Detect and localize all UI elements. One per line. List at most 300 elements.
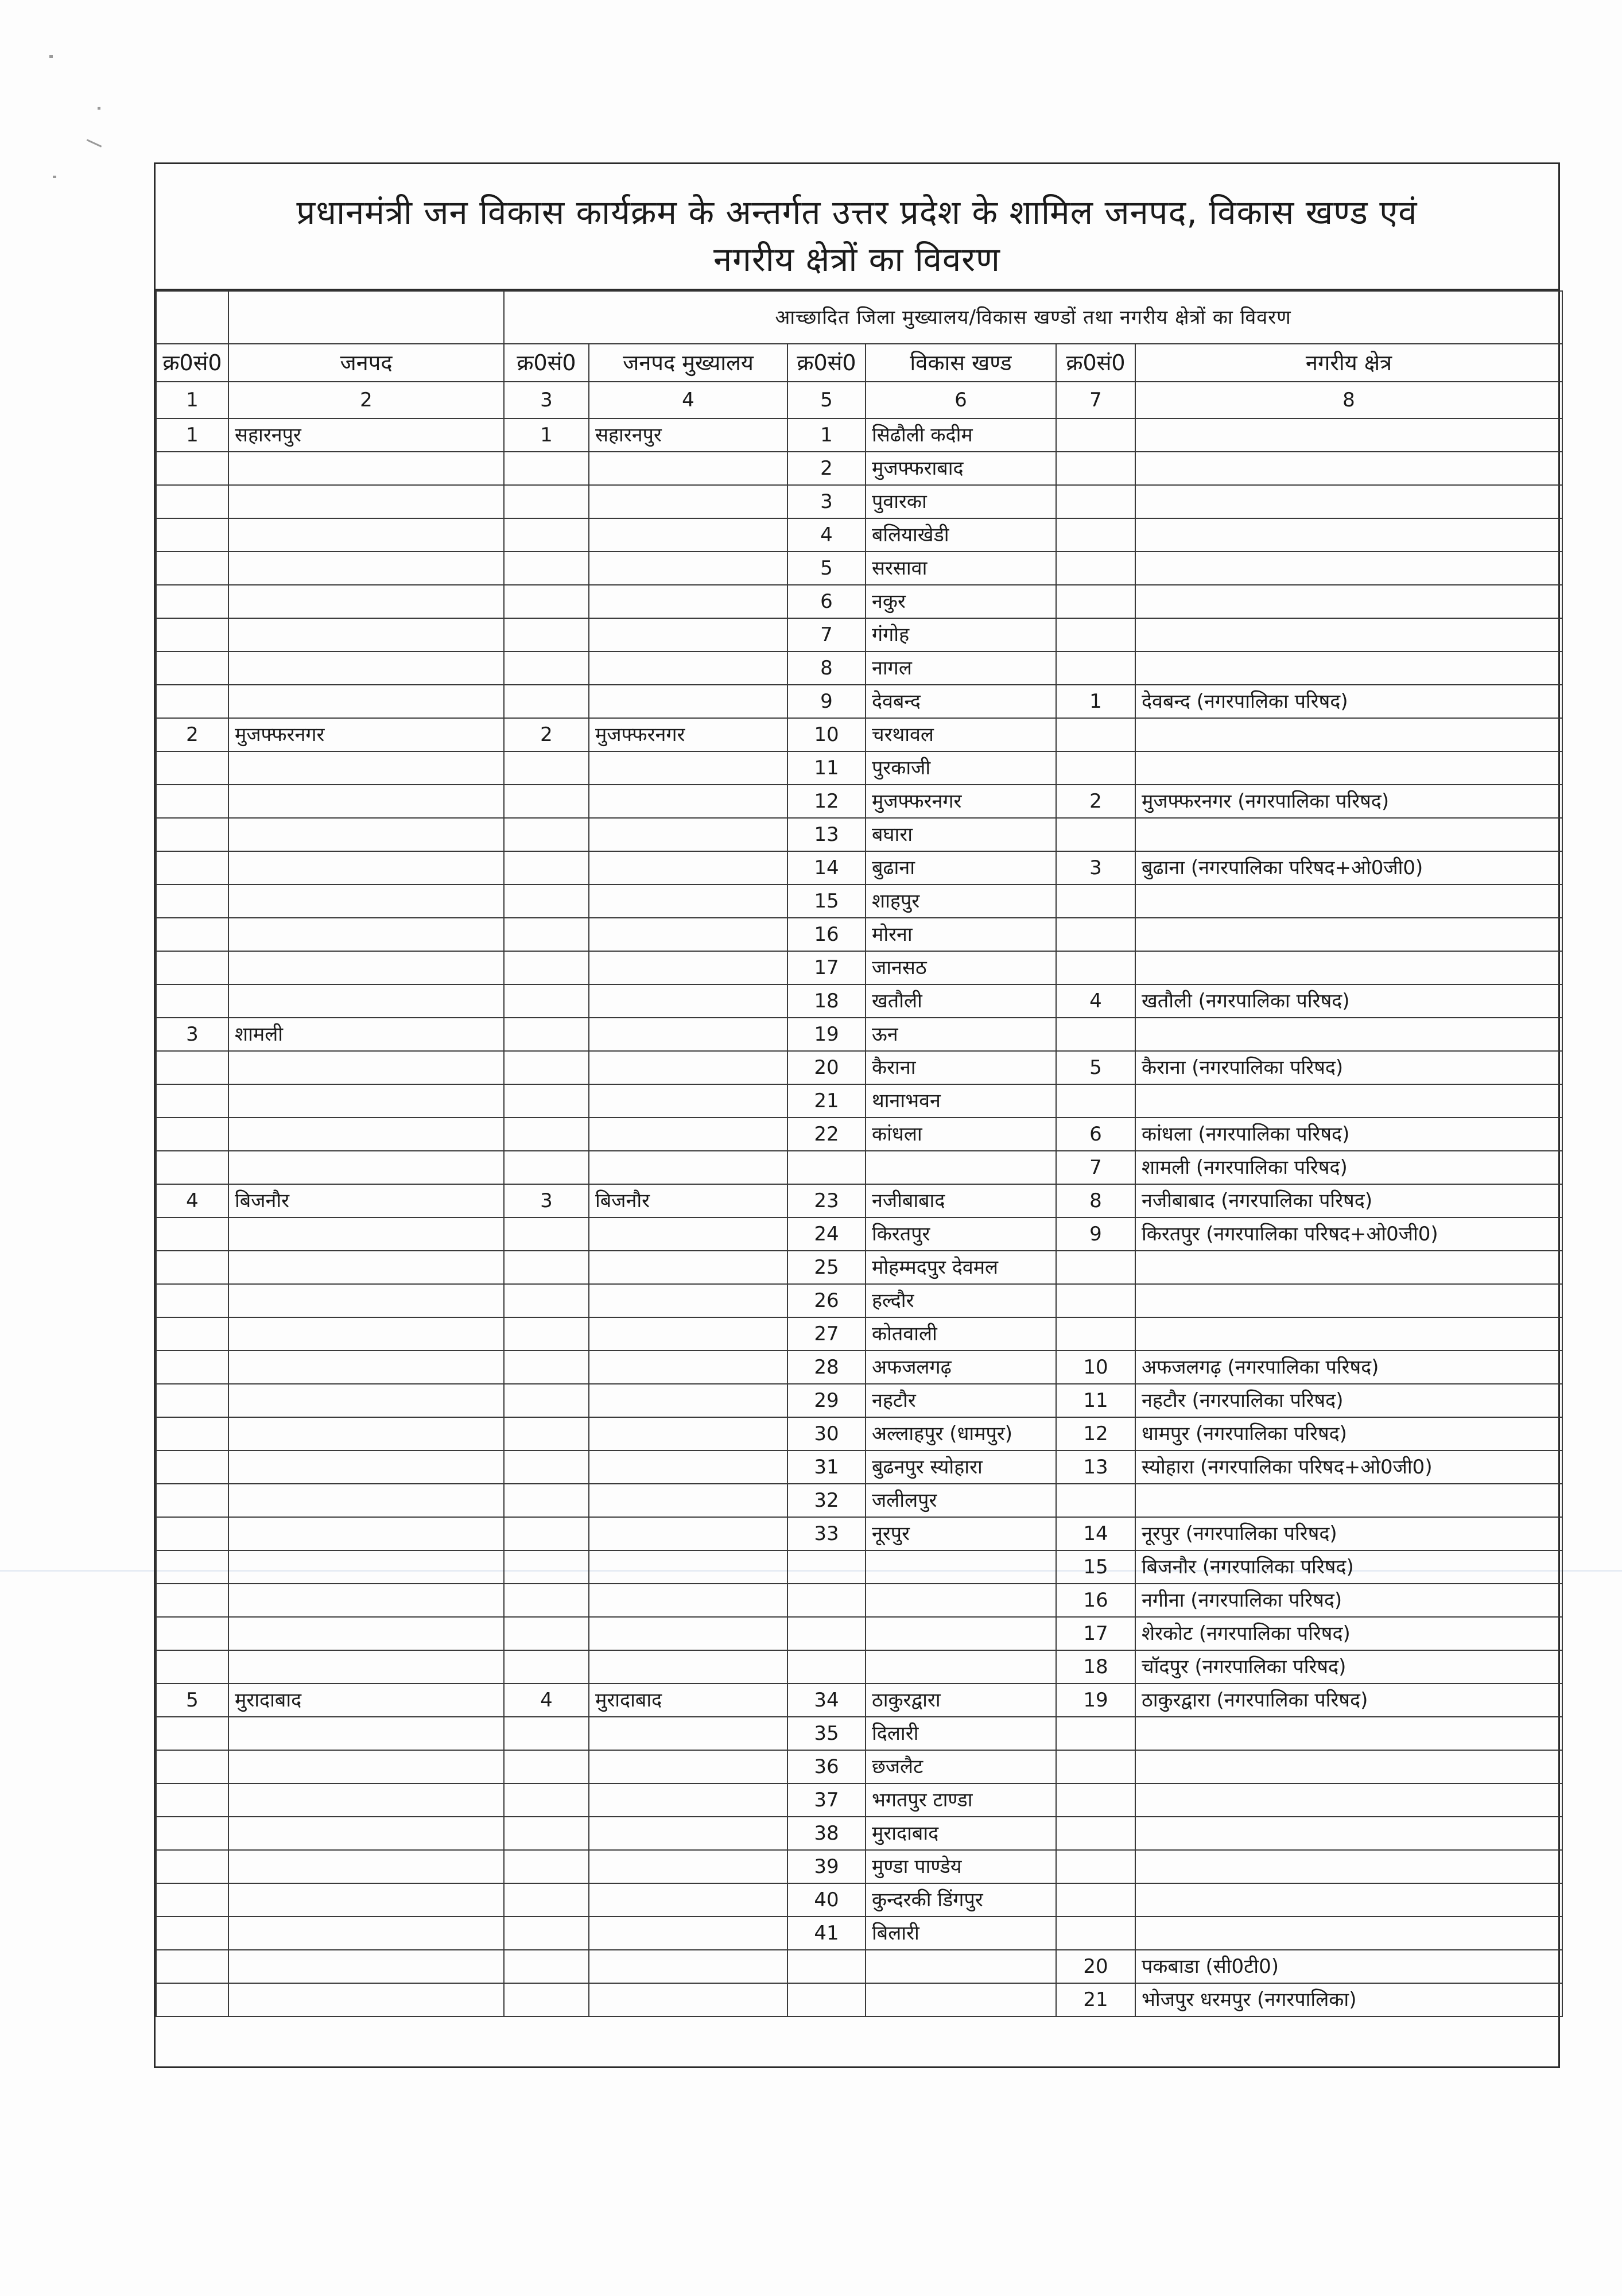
cell-urban-area: शामली (नगरपालिका परिषद) [1135,1151,1562,1184]
cell-district-hq [589,818,787,851]
cell-serial-urban: 21 [1056,1983,1135,2016]
cell-urban-area: अफजलगढ़ (नगरपालिका परिषद) [1135,1351,1562,1384]
table-row [156,1084,1562,1118]
cell-serial-hq [504,984,589,1018]
cell-serial-district [156,651,228,685]
cell-district [228,518,504,552]
cell-serial-urban [1056,651,1135,685]
cell-district-hq [589,1950,787,1983]
cell-district-hq [589,1584,787,1617]
table-row [156,918,1562,951]
cell-serial-block: 3 [787,485,866,518]
cell-district-hq [589,951,787,984]
cell-urban-area [1135,1883,1562,1917]
table-row [156,1284,1562,1317]
table-row [156,452,1562,485]
header-row [156,344,1562,382]
cell-urban-area: भोजपुर धरमपुर (नगरपालिका) [1135,1983,1562,2016]
table-row [156,1417,1562,1450]
cell-district [228,1417,504,1450]
cell-urban-area [1135,751,1562,785]
cell-urban-area [1135,718,1562,751]
cell-serial-hq [504,1284,589,1317]
cell-serial-hq [504,1118,589,1151]
cell-serial-district [156,552,228,585]
table-row [156,818,1562,851]
cell-district [228,1517,504,1550]
cell-serial-district [156,1417,228,1450]
table-row [156,885,1562,918]
cell-serial-district [156,685,228,718]
cell-urban-area [1135,951,1562,984]
cell-serial-hq [504,851,589,885]
cell-dev-block: सरसावा [866,552,1056,585]
cell-district [228,1550,504,1584]
cell-dev-block [866,1617,1056,1650]
cell-serial-urban [1056,1850,1135,1883]
table-row [156,1983,1562,2016]
table-row [156,851,1562,885]
cell-serial-urban: 9 [1056,1217,1135,1251]
sup-header-blank [156,291,228,344]
table-row [156,718,1562,751]
cell-district [228,1118,504,1151]
cell-serial-district: 2 [156,718,228,751]
cell-urban-area [1135,418,1562,452]
table-row [156,785,1562,818]
cell-urban-area: कांधला (नगरपालिका परिषद) [1135,1118,1562,1151]
column-number: 5 [787,382,866,418]
cell-serial-district: 1 [156,418,228,452]
cell-dev-block [866,1584,1056,1617]
column-number: 7 [1056,382,1135,418]
cell-serial-hq [504,918,589,951]
cell-serial-urban [1056,718,1135,751]
cell-dev-block [866,1950,1056,1983]
cell-serial-block: 28 [787,1351,866,1384]
cell-serial-hq [504,1217,589,1251]
sup-header: आच्छादित जिला मुख्यालय/विकास खण्डों तथा नगरीय क्षेत्रों का विवरण [504,291,1562,344]
cell-district-hq [589,1517,787,1550]
cell-dev-block: बुढाना [866,851,1056,885]
cell-district [228,1450,504,1484]
cell-serial-hq [504,1717,589,1750]
cell-district-hq: बिजनौर [589,1184,787,1217]
cell-serial-urban: 19 [1056,1684,1135,1717]
cell-dev-block: कुन्दरकी डिंगपुर [866,1883,1056,1917]
cell-district-hq [589,984,787,1018]
cell-serial-district: 4 [156,1184,228,1217]
column-number: 8 [1135,382,1562,418]
cell-serial-district [156,1584,228,1617]
cell-urban-area [1135,1251,1562,1284]
cell-serial-block: 25 [787,1251,866,1284]
cell-serial-block: 22 [787,1118,866,1151]
cell-serial-block [787,1950,866,1983]
table-row [156,1151,1562,1184]
cell-serial-hq [504,1883,589,1917]
cell-serial-urban: 4 [1056,984,1135,1018]
cell-dev-block: देवबन्द [866,685,1056,718]
cell-dev-block [866,1550,1056,1584]
table-row [156,1584,1562,1617]
cell-district-hq [589,1983,787,2016]
cell-serial-district [156,1950,228,1983]
cell-urban-area: धामपुर (नगरपालिका परिषद) [1135,1417,1562,1450]
cell-urban-area [1135,452,1562,485]
cell-district-hq [589,1550,787,1584]
cell-serial-block: 23 [787,1184,866,1217]
sup-header-blank [228,291,504,344]
cell-serial-hq [504,452,589,485]
cell-urban-area: शेरकोट (नगरपालिका परिषद) [1135,1617,1562,1650]
cell-serial-block: 30 [787,1417,866,1450]
cell-serial-urban [1056,751,1135,785]
cell-serial-block: 18 [787,984,866,1018]
cell-serial-hq [504,552,589,585]
cell-dev-block: मुण्डा पाण्डेय [866,1850,1056,1883]
cell-urban-area [1135,918,1562,951]
cell-serial-hq [504,1018,589,1051]
cell-serial-urban [1056,618,1135,651]
scan-speck [87,139,102,148]
table-row [156,1351,1562,1384]
cell-serial-block [787,1650,866,1684]
cell-serial-block: 13 [787,818,866,851]
cell-district [228,1883,504,1917]
cell-district [228,1917,504,1950]
cell-district [228,1317,504,1351]
cell-district-hq [589,552,787,585]
cell-serial-district [156,1983,228,2016]
cell-serial-district [156,1317,228,1351]
table-row [156,1217,1562,1251]
table-row [156,1384,1562,1417]
cell-serial-urban: 6 [1056,1118,1135,1151]
cell-serial-district [156,1450,228,1484]
cell-serial-district [156,518,228,552]
cell-serial-hq [504,1584,589,1617]
table-row [156,1317,1562,1351]
cell-district-hq [589,885,787,918]
cell-district-hq [589,1750,787,1783]
cell-district-hq [589,1384,787,1417]
table-row [156,1950,1562,1983]
cell-serial-urban [1056,885,1135,918]
cell-dev-block: दिलारी [866,1717,1056,1750]
cell-urban-area [1135,1750,1562,1783]
cell-dev-block: बलियाखेडी [866,518,1056,552]
cell-serial-urban [1056,1750,1135,1783]
cell-district [228,885,504,918]
header-district: जनपद [228,344,504,382]
cell-district-hq [589,1484,787,1517]
cell-urban-area [1135,518,1562,552]
cell-serial-district [156,751,228,785]
cell-urban-area [1135,1850,1562,1883]
cell-urban-area [1135,552,1562,585]
district-table [156,290,1563,2017]
cell-serial-block: 26 [787,1284,866,1317]
cell-urban-area: नगीना (नगरपालिका परिषद) [1135,1584,1562,1617]
cell-district-hq [589,1118,787,1151]
cell-serial-block: 39 [787,1850,866,1883]
cell-serial-block: 33 [787,1517,866,1550]
cell-urban-area: बुढाना (नगरपालिका परिषद+ओ0जी0) [1135,851,1562,885]
cell-serial-urban [1056,1317,1135,1351]
table-row [156,1018,1562,1051]
table-row [156,1750,1562,1783]
cell-district-hq [589,585,787,618]
cell-district-hq [589,1450,787,1484]
header-serial-urban: क्र0सं0 [1056,344,1135,382]
cell-dev-block: बघारा [866,818,1056,851]
cell-serial-block: 20 [787,1051,866,1084]
cell-serial-urban [1056,518,1135,552]
cell-dev-block: पुरकाजी [866,751,1056,785]
cell-dev-block: अल्लाहपुर (धामपुर) [866,1417,1056,1450]
cell-serial-hq [504,685,589,718]
cell-district [228,1251,504,1284]
cell-serial-district [156,1783,228,1817]
column-number: 1 [156,382,228,418]
cell-urban-area [1135,818,1562,851]
cell-serial-urban: 18 [1056,1650,1135,1684]
cell-dev-block: थानाभवन [866,1084,1056,1118]
cell-dev-block: नजीबाबाद [866,1184,1056,1217]
cell-serial-hq [504,485,589,518]
cell-urban-area [1135,1817,1562,1850]
cell-district-hq: मुजफ्फरनगर [589,718,787,751]
cell-district-hq [589,1251,787,1284]
cell-district-hq [589,485,787,518]
cell-dev-block: गंगोह [866,618,1056,651]
cell-district [228,1584,504,1617]
cell-urban-area [1135,618,1562,651]
cell-serial-district [156,1284,228,1317]
cell-serial-hq [504,1151,589,1184]
cell-serial-hq [504,1850,589,1883]
cell-serial-urban [1056,1084,1135,1118]
cell-serial-hq: 3 [504,1184,589,1217]
cell-district-hq [589,1217,787,1251]
cell-district-hq [589,1783,787,1817]
cell-serial-urban: 11 [1056,1384,1135,1417]
cell-district-hq [589,452,787,485]
cell-district-hq [589,1883,787,1917]
cell-serial-urban [1056,1883,1135,1917]
cell-district-hq [589,1417,787,1450]
cell-serial-urban: 5 [1056,1051,1135,1084]
cell-dev-block: मुजफ्फराबाद [866,452,1056,485]
cell-district-hq [589,918,787,951]
cell-serial-hq [504,585,589,618]
table-row [156,1617,1562,1650]
cell-serial-block: 36 [787,1750,866,1783]
cell-dev-block: खतौली [866,984,1056,1018]
cell-district-hq [589,618,787,651]
cell-dev-block: छजलैट [866,1750,1056,1783]
header-dev-block: विकास खण्ड [866,344,1056,382]
cell-serial-hq [504,618,589,651]
cell-dev-block: चरथावल [866,718,1056,751]
cell-serial-block: 21 [787,1084,866,1118]
cell-district [228,1051,504,1084]
cell-serial-urban: 8 [1056,1184,1135,1217]
cell-urban-area [1135,1783,1562,1817]
cell-serial-urban [1056,452,1135,485]
cell-urban-area: बिजनौर (नगरपालिका परिषद) [1135,1550,1562,1584]
cell-serial-hq [504,1817,589,1850]
cell-dev-block: कोतवाली [866,1317,1056,1351]
cell-serial-block: 40 [787,1883,866,1917]
cell-serial-block: 8 [787,651,866,685]
cell-serial-hq [504,1251,589,1284]
cell-district: मुरादाबाद [228,1684,504,1717]
cell-district [228,1217,504,1251]
cell-serial-block: 38 [787,1817,866,1850]
cell-urban-area [1135,1018,1562,1051]
cell-serial-block [787,1983,866,2016]
cell-dev-block: शाहपुर [866,885,1056,918]
cell-urban-area [1135,651,1562,685]
cell-serial-district [156,1251,228,1284]
table-row [156,618,1562,651]
cell-serial-urban [1056,818,1135,851]
table-row [156,418,1562,452]
cell-dev-block: ऊन [866,1018,1056,1051]
column-number: 2 [228,382,504,418]
cell-serial-urban [1056,1284,1135,1317]
table-row [156,951,1562,984]
cell-serial-district [156,1550,228,1584]
cell-serial-urban: 16 [1056,1584,1135,1617]
cell-district [228,951,504,984]
cell-serial-hq [504,1983,589,2016]
cell-dev-block: नहटौर [866,1384,1056,1417]
cell-district [228,618,504,651]
cell-district: मुजफ्फरनगर [228,718,504,751]
cell-dev-block: अफजलगढ़ [866,1351,1056,1384]
cell-serial-district [156,485,228,518]
table-row [156,1517,1562,1550]
cell-district [228,651,504,685]
cell-dev-block: बुढनपुर स्योहारा [866,1450,1056,1484]
cell-serial-hq [504,1950,589,1983]
table-row [156,1917,1562,1950]
cell-dev-block: मोहम्मदपुर देवमल [866,1251,1056,1284]
cell-district-hq [589,1817,787,1850]
cell-serial-district [156,1717,228,1750]
cell-district-hq [589,785,787,818]
cell-urban-area: कैराना (नगरपालिका परिषद) [1135,1051,1562,1084]
cell-urban-area [1135,1484,1562,1517]
cell-serial-hq [504,951,589,984]
cell-serial-district: 3 [156,1018,228,1051]
table-row [156,651,1562,685]
cell-serial-urban: 3 [1056,851,1135,885]
cell-dev-block: मुजफ्फरनगर [866,785,1056,818]
cell-district: बिजनौर [228,1184,504,1217]
cell-serial-district [156,1517,228,1550]
document-title [156,164,1558,290]
cell-serial-hq [504,1084,589,1118]
cell-serial-district [156,851,228,885]
cell-dev-block: कैराना [866,1051,1056,1084]
cell-serial-hq [504,1783,589,1817]
sup-header-row [156,291,1562,344]
cell-dev-block: पुवारका [866,485,1056,518]
cell-serial-block: 34 [787,1684,866,1717]
table-row [156,1118,1562,1151]
cell-district-hq [589,851,787,885]
cell-serial-urban [1056,1817,1135,1850]
cell-district [228,585,504,618]
cell-urban-area: खतौली (नगरपालिका परिषद) [1135,984,1562,1018]
cell-serial-hq: 1 [504,418,589,452]
cell-district [228,685,504,718]
cell-serial-block [787,1550,866,1584]
cell-dev-block: सिढौली कदीम [866,418,1056,452]
cell-serial-urban [1056,1484,1135,1517]
cell-district [228,485,504,518]
cell-serial-block: 2 [787,452,866,485]
cell-serial-urban [1056,1917,1135,1950]
cell-district [228,1617,504,1650]
cell-dev-block: ठाकुरद्वारा [866,1684,1056,1717]
cell-serial-hq [504,1617,589,1650]
cell-serial-block: 41 [787,1917,866,1950]
scan-speck [49,55,53,58]
cell-serial-block: 37 [787,1783,866,1817]
table-row [156,552,1562,585]
cell-serial-urban [1056,552,1135,585]
cell-urban-area: पकबाडा (सी0टी0) [1135,1950,1562,1983]
cell-serial-district [156,618,228,651]
cell-district-hq [589,1084,787,1118]
cell-urban-area: ठाकुरद्वारा (नगरपालिका परिषद) [1135,1684,1562,1717]
cell-serial-urban: 13 [1056,1450,1135,1484]
cell-serial-block: 9 [787,685,866,718]
header-district-hq: जनपद मुख्यालय [589,344,787,382]
cell-district-hq [589,518,787,552]
table-row [156,485,1562,518]
table-row [156,1883,1562,1917]
cell-district [228,1384,504,1417]
table-row [156,1783,1562,1817]
cell-serial-hq [504,1450,589,1484]
cell-serial-urban: 12 [1056,1417,1135,1450]
cell-dev-block: मोरना [866,918,1056,951]
cell-serial-hq [504,1317,589,1351]
cell-serial-urban [1056,1783,1135,1817]
cell-serial-district [156,1051,228,1084]
cell-urban-area: मुजफ्फरनगर (नगरपालिका परिषद) [1135,785,1562,818]
cell-serial-district [156,1351,228,1384]
cell-district [228,851,504,885]
cell-district [228,1151,504,1184]
cell-district-hq [589,1917,787,1950]
table-row [156,1650,1562,1684]
cell-serial-block: 14 [787,851,866,885]
cell-serial-hq [504,518,589,552]
cell-serial-hq [504,651,589,685]
cell-district-hq [589,1018,787,1051]
cell-serial-hq [504,1484,589,1517]
cell-serial-urban [1056,918,1135,951]
cell-serial-block [787,1584,866,1617]
cell-district-hq [589,751,787,785]
